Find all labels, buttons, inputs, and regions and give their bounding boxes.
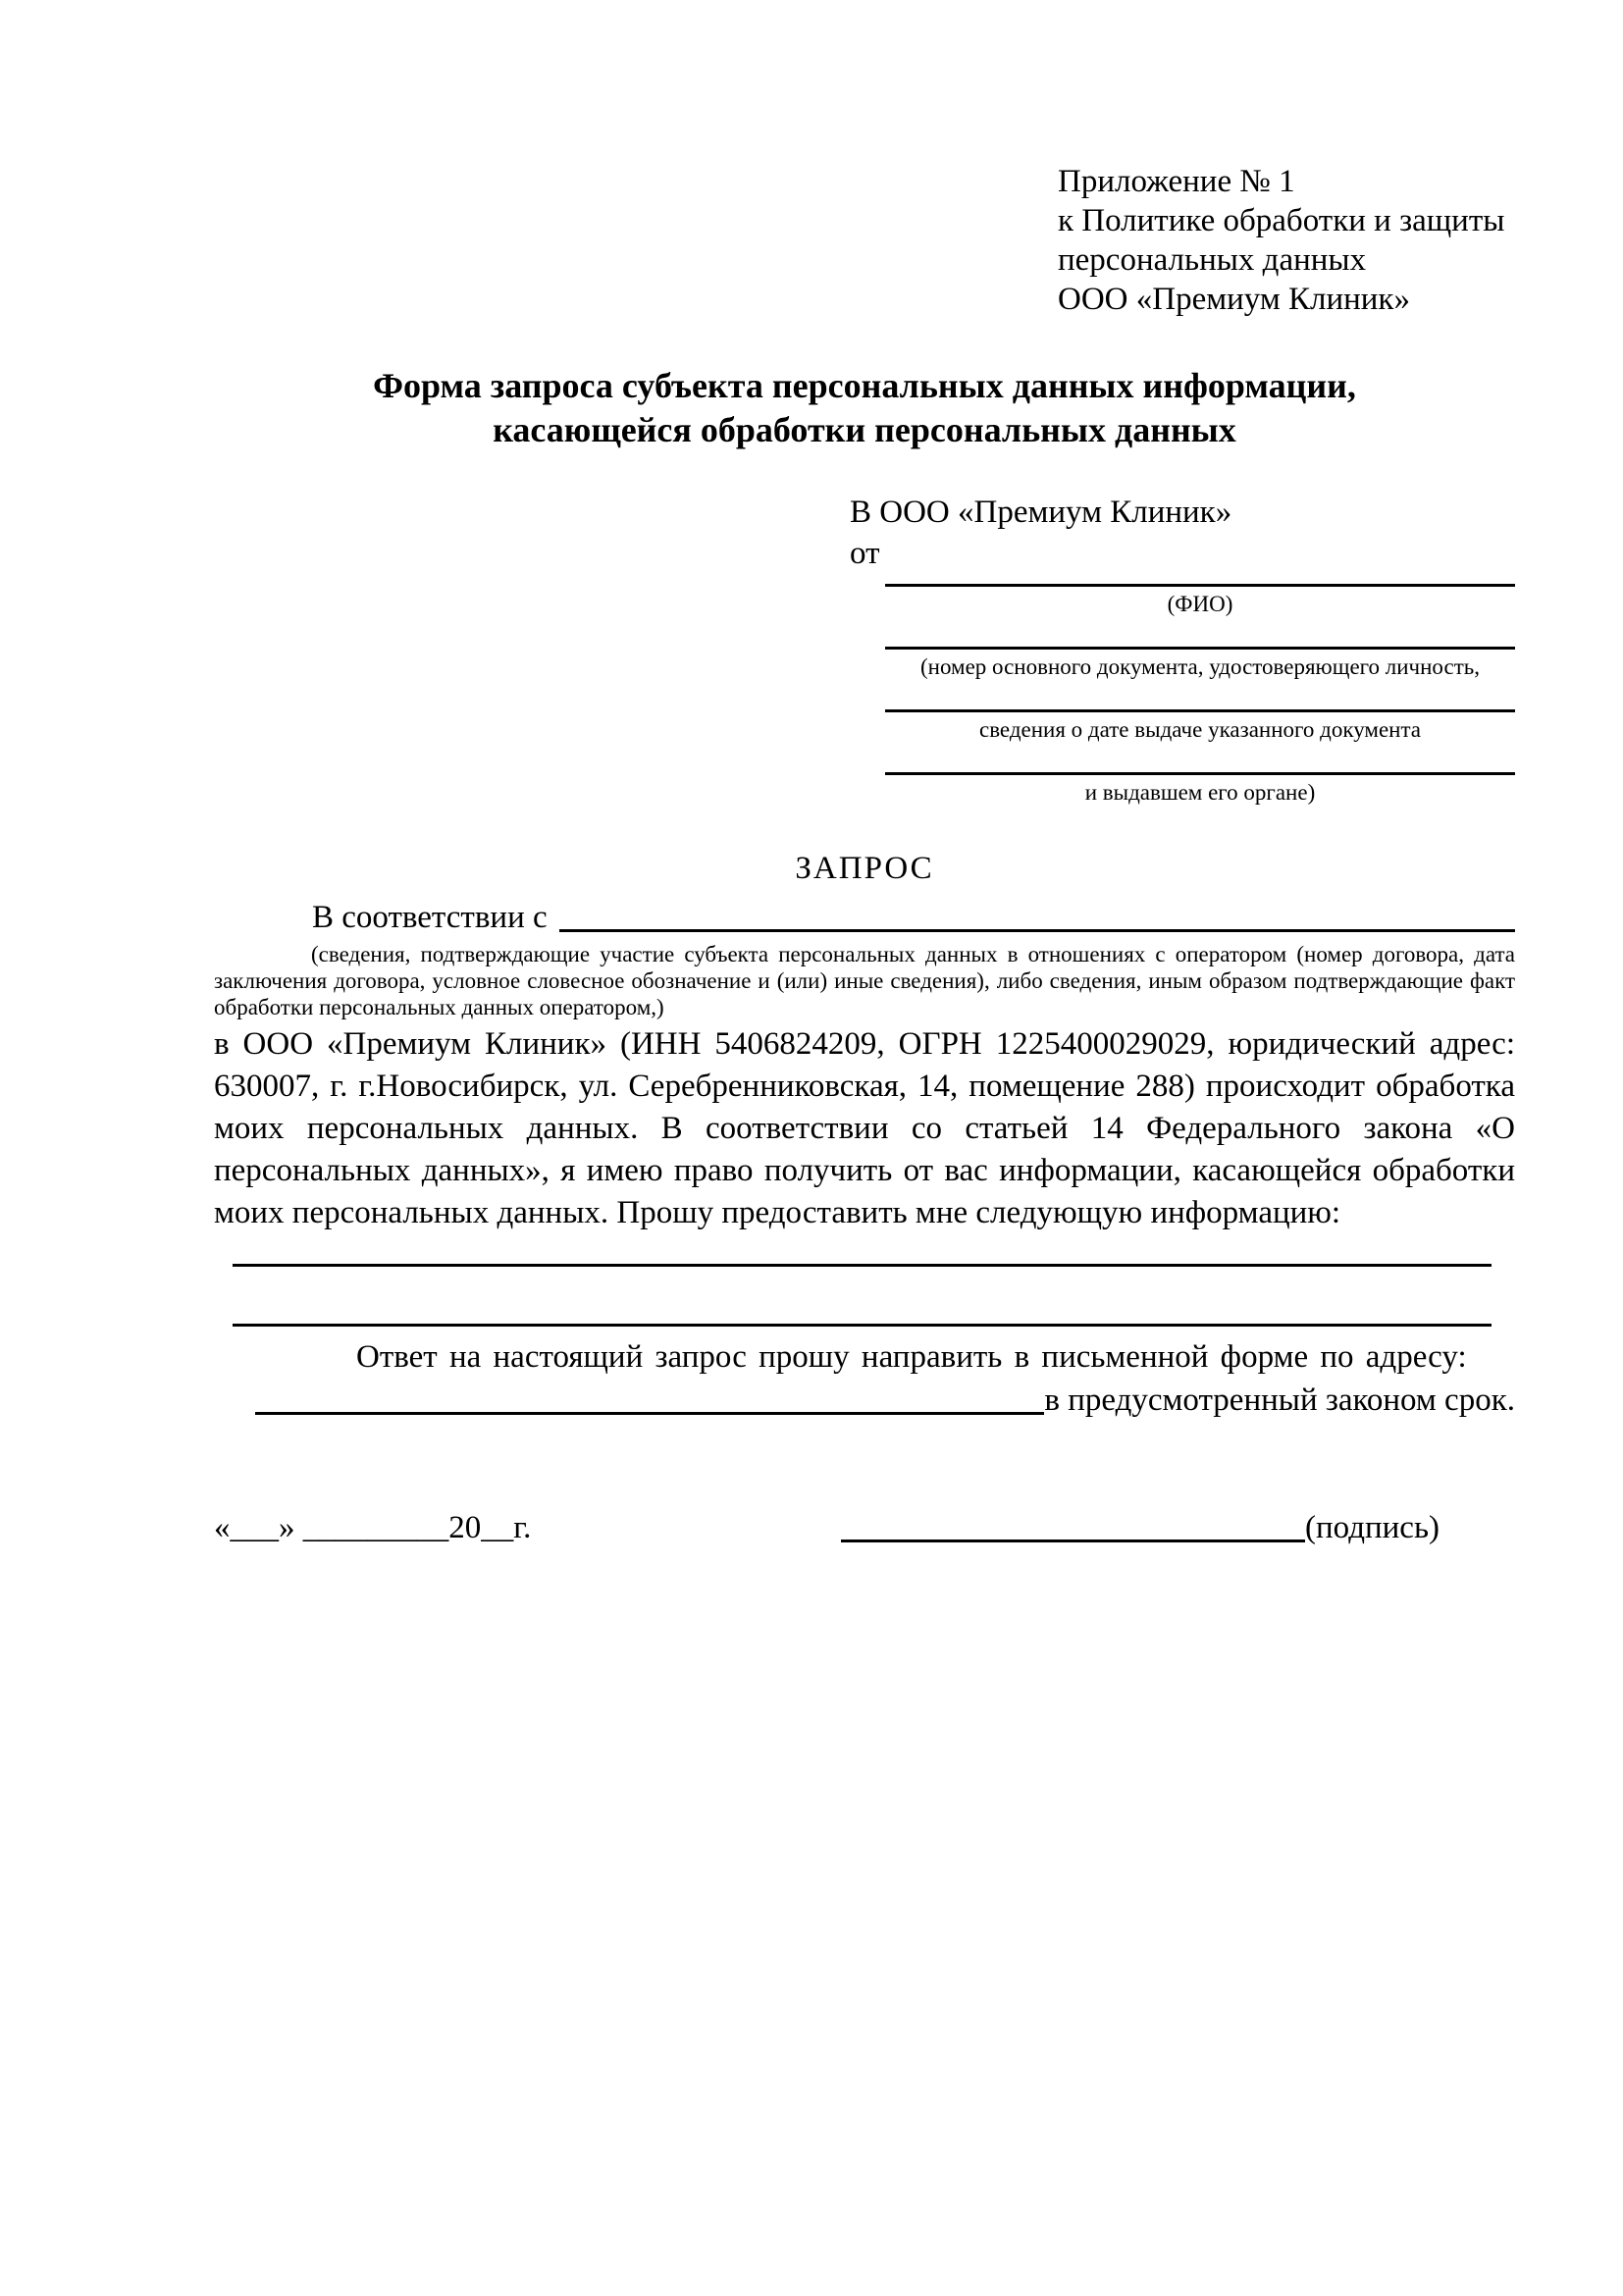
document-number-field [850,647,1515,680]
issuing-authority-blank-line [885,772,1515,775]
fio-caption: (ФИО) [1167,592,1233,616]
addressee-block [850,492,1515,806]
annex-line: Приложение № 1 [1058,164,1295,199]
info-blank-line-1 [233,1264,1492,1267]
annex-block [1058,162,1515,319]
fio-blank-line [885,584,1515,587]
issuing-authority-caption: и выдавшем его органе) [1084,780,1316,805]
signature-row [214,1507,1515,1548]
request-body: в ООО «Премиум Клиник» (ИНН 5406824209, ОГРН 1225400029029, юридический адрес: 630007, г. г.Новосибирск, ул. Серебренниковская, 14, помещение 288) происходит обработка моих персональных данных. В соответствии со статьей 14 Федерального закона «О персональных данных», я имею право получить от вас информации, касающейся обработки моих персональных данных. Прошу предоставить мне следующую информацию: [214,1026,1515,1230]
document-number-caption: (номер основного документа, удостоверяющего личность, [919,654,1480,679]
issuing-authority-field [850,772,1515,806]
reply-address-blank-line [255,1412,1044,1415]
annex-line: персональных данных [1058,242,1367,278]
addressee-to: В ООО «Премиум Клиник» [850,495,1232,530]
signature-caption: (подпись) [1305,1510,1440,1545]
annex-line: ООО «Премиум Клиник» [1058,282,1410,317]
reply-closing-row [214,1380,1515,1421]
issue-date-field [850,709,1515,743]
annex-line: к Политике обработки и защиты [1058,203,1505,238]
issue-date-caption: сведения о дате выдаче указанного документа [978,717,1422,742]
document-number-blank-line [885,647,1515,650]
request-heading: ЗАПРОС [795,851,934,886]
signature-blank-line [841,1539,1305,1542]
accordance-prefix: В соответствии с [312,900,548,935]
fine-print-note: (сведения, подтверждающие участие субъекта персональных данных в отношениях с оператором (номер договора, дата заключения договора, условное словесное обозначение и (или) иные сведения), либо сведения, иным образом подтверждающие факт обработки персональных данных оператором,) [214,942,1515,1019]
fio-field [850,584,1515,617]
addressee-from-label: от [850,536,880,571]
signature-group [841,1507,1440,1548]
issue-date-blank-line [885,709,1515,712]
reply-sentence: Ответ на настоящий запрос прошу направить в письменной форме по адресу: [356,1339,1467,1375]
signature-date-template: «___» _________20__г. [214,1510,532,1545]
accordance-blank-line [559,929,1515,932]
info-blank-line-2 [233,1324,1492,1327]
accordance-line [214,897,1515,938]
reply-closing-text: в предусмотренный законом срок. [1044,1383,1515,1418]
form-title: Форма запроса субъекта персональных данных информации, касающейся обработки персональных данных [373,366,1356,449]
